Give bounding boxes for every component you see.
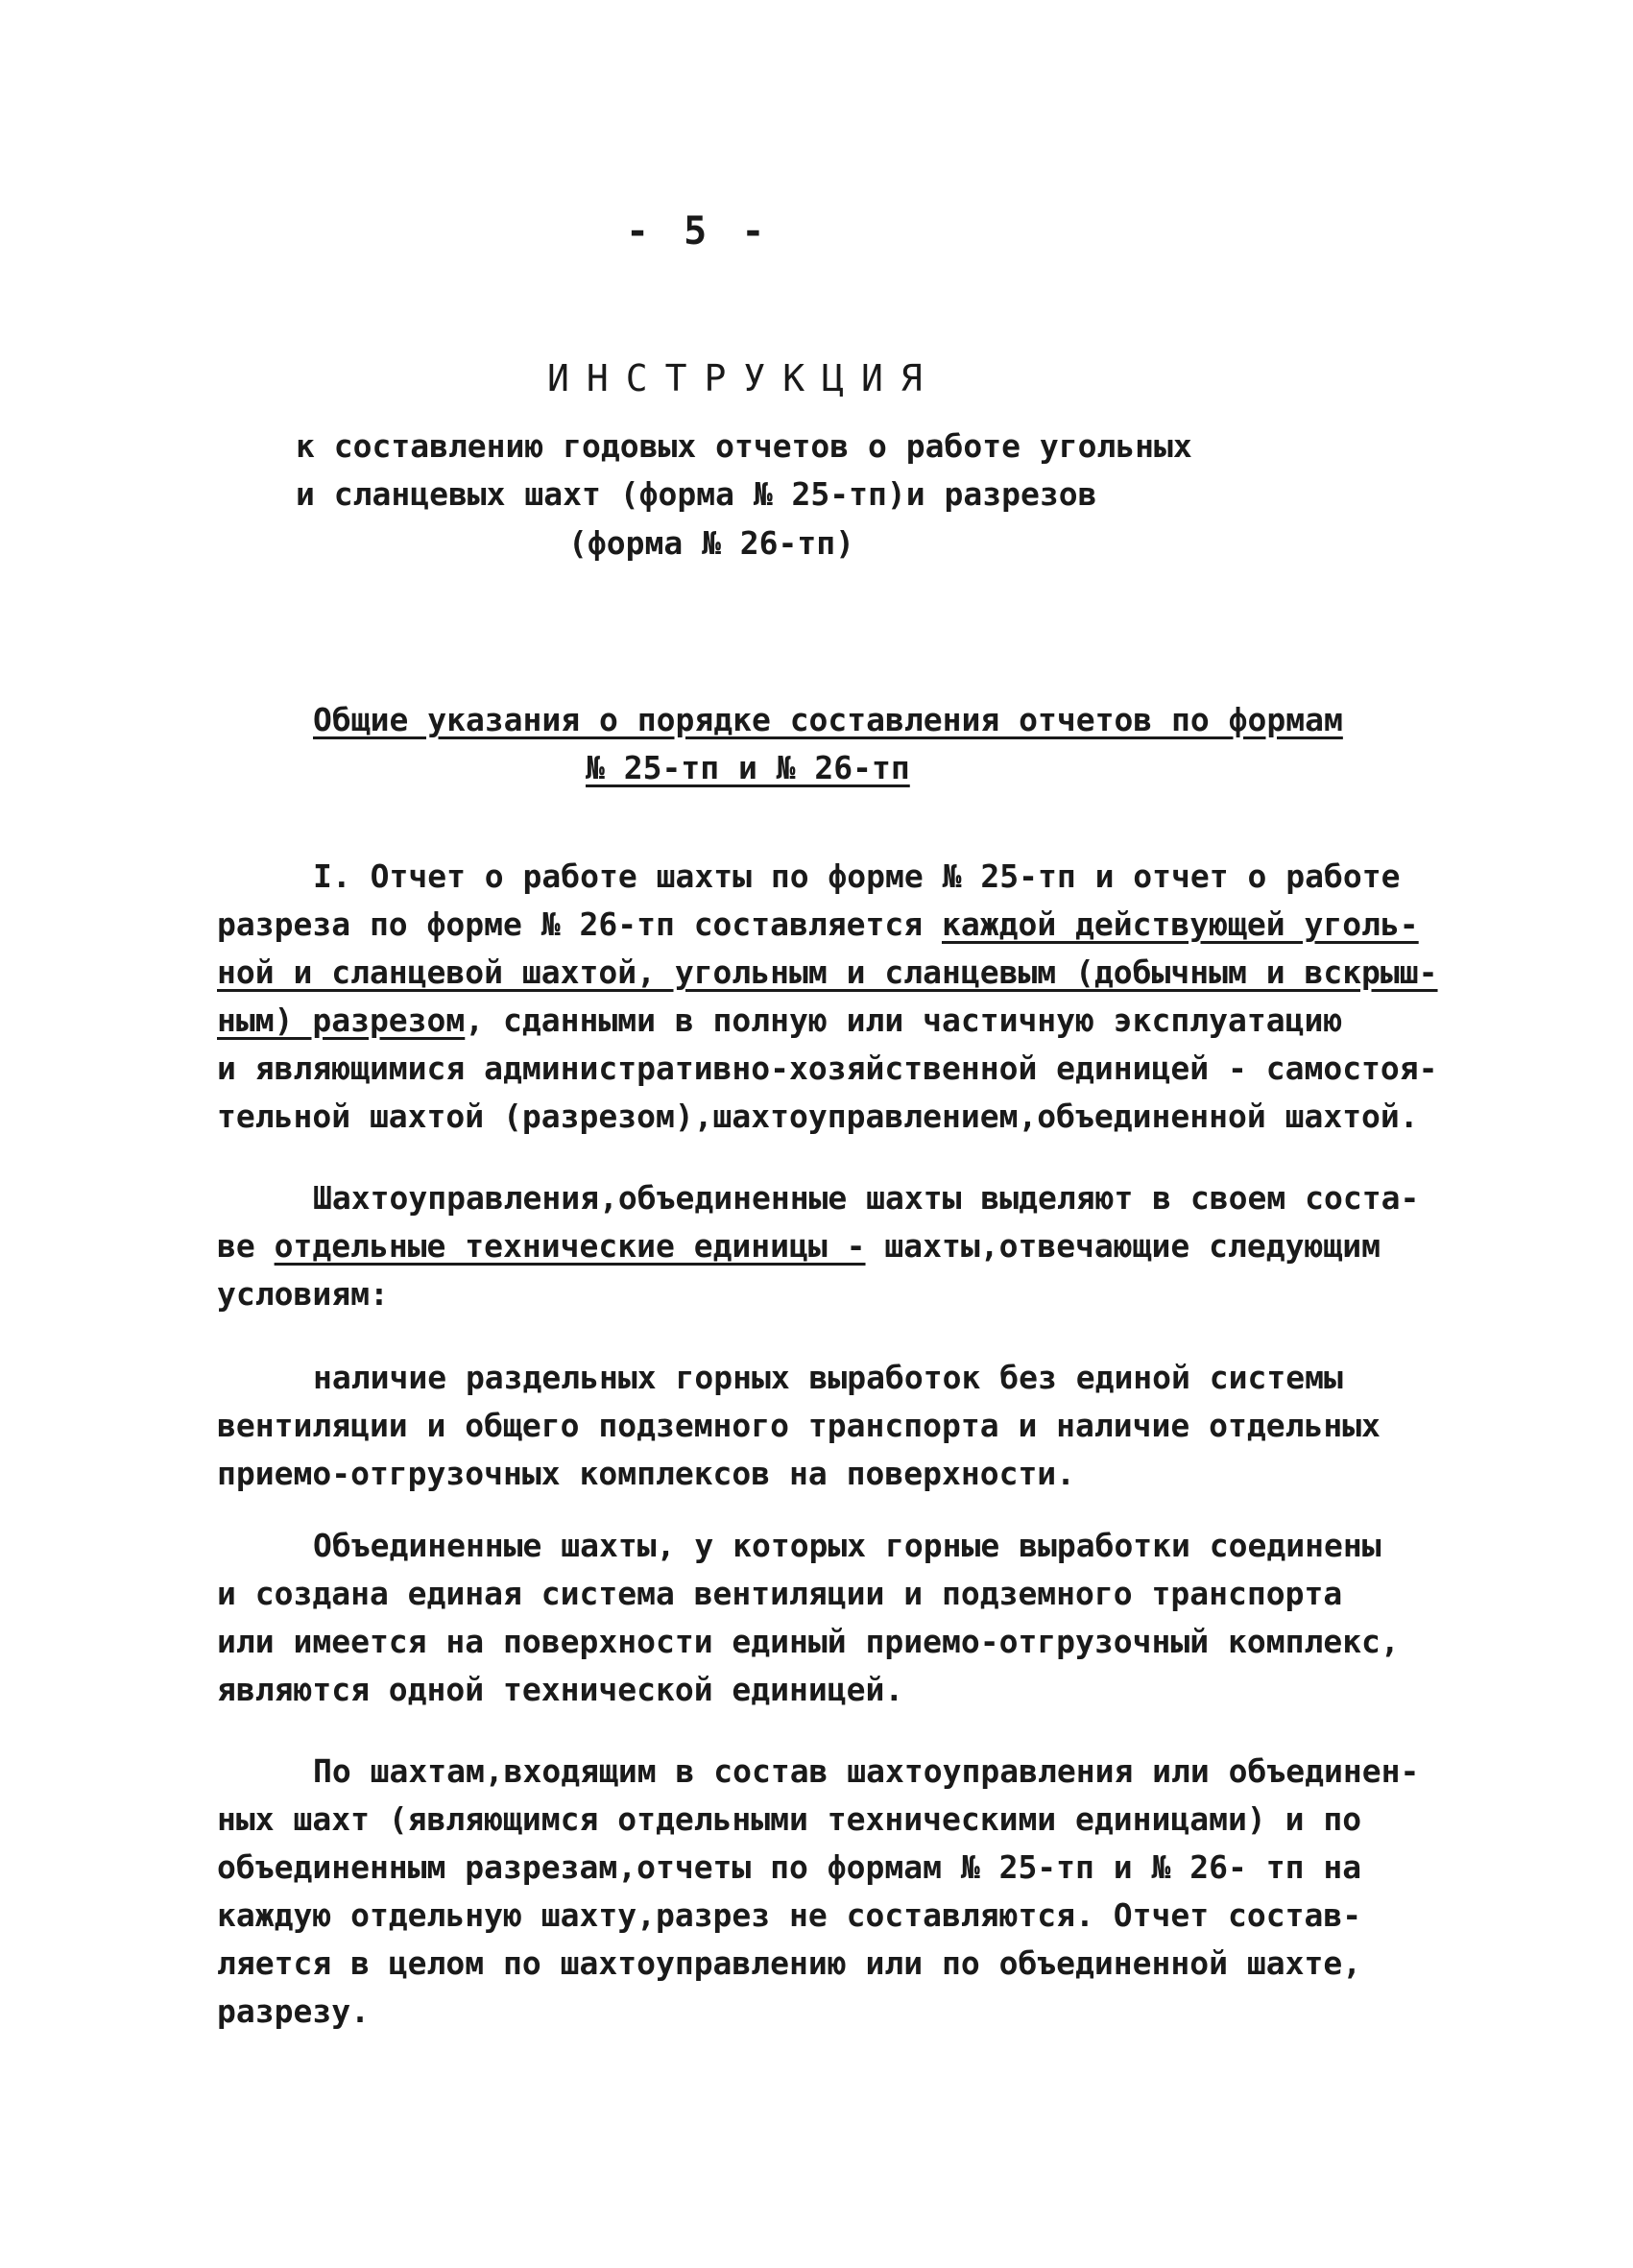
paragraph-line: наличие раздельных горных выработок без единой системы [313,1359,1343,1396]
text-span: шахты,отвечающие следующим [865,1227,1381,1265]
paragraph-line: I. Отчет о работе шахты по форме № 25-тп и отчет о работе [313,857,1401,895]
paragraph-line: и создана единая система вентиляции и подземного транспорта [217,1575,1343,1612]
subtitle-line: (форма № 26-тп) [568,524,855,562]
underlined-text: отдельные технические единицы - [274,1227,866,1265]
paragraph-line: каждую отдельную шахту,разрез не составляются. Отчет состав- [217,1896,1362,1934]
paragraph-line [217,1227,1381,1265]
underlined-text: каждой действующей уголь- [941,905,1419,943]
section-heading: № 25-тп и № 26-тп [586,749,910,786]
paragraph-line: являются одной технической единицей. [217,1671,904,1708]
text-span: разреза по форме № 26-тп составляется [217,905,942,943]
text-span: , сданными в полную или частичную эксплуатацию [465,1001,1343,1039]
page-number: - 5 - [626,209,771,253]
paragraph-line: ляется в целом по шахтоуправлению или по объединенной шахте, [217,1944,1362,1982]
document-title: ИНСТРУКЦИЯ [547,357,940,399]
paragraph-line: Объединенные шахты, у которых горные выработки соединены [313,1527,1381,1564]
subtitle-line: и сланцевых шахт (форма № 25-тп)и разрезов [296,475,1097,513]
paragraph-line: Шахтоуправления,объединенные шахты выделяют в своем соста- [313,1179,1420,1217]
section-heading: Общие указания о порядке составления отчетов по формам [313,701,1343,738]
paragraph-line: и являющимися административно-хозяйственной единицей - самостоя- [217,1050,1438,1087]
paragraph-line: разрезу. [217,1992,370,2030]
paragraph-line: ных шахт (являющимся отдельными техническими единицами) и по [217,1800,1362,1838]
paragraph-line: приемо-отгрузочных комплексов на поверхности. [217,1455,1076,1492]
paragraph-line [217,905,1419,943]
paragraph-line [217,1001,1342,1039]
underlined-text: ным) разрезом [217,1001,466,1039]
paragraph-line: или имеется на поверхности единый приемо-отгрузочный комплекс, [217,1623,1400,1660]
subtitle-line: к составлению годовых отчетов о работе угольных [296,427,1192,465]
paragraph-line: По шахтам,входящим в состав шахтоуправления или объединен- [313,1752,1420,1790]
paragraph-line: объединенным разрезам,отчеты по формам № 25-тп и № 26- тп на [217,1848,1362,1886]
text-span: ве [217,1227,275,1265]
paragraph-line: вентиляции и общего подземного транспорта и наличие отдельных [217,1407,1381,1444]
paragraph-line: условиям: [217,1275,389,1313]
paragraph-line: тельной шахтой (разрезом),шахтоуправлением,объединенной шахтой. [217,1098,1419,1135]
paragraph-line: ной и сланцевой шахтой, угольным и сланцевым (добычным и вскрыш- [217,953,1438,991]
